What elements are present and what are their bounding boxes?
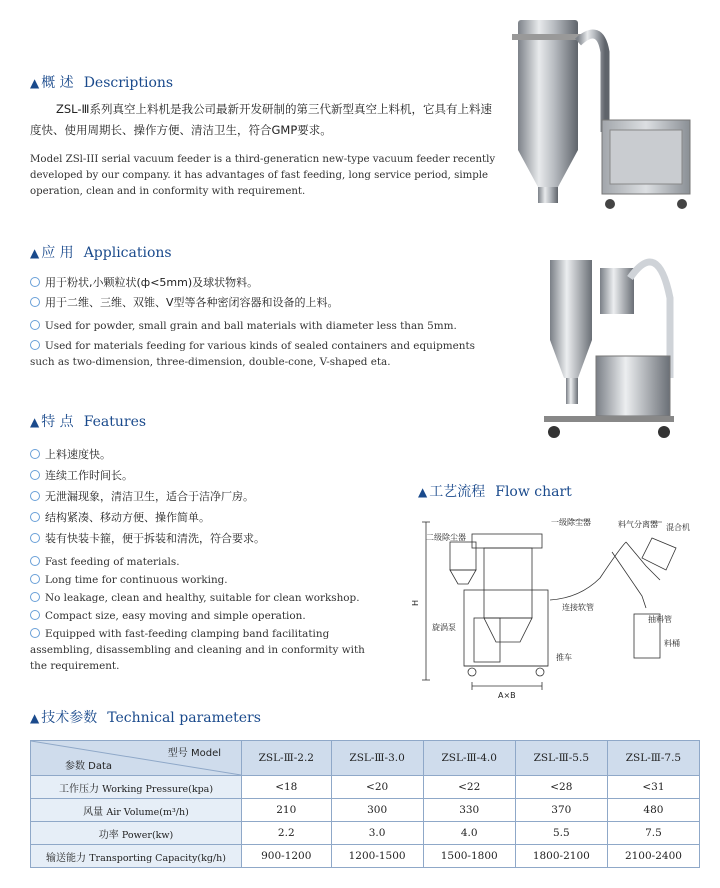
bullet-icon <box>30 610 40 620</box>
hose-label: 连接软管 <box>562 603 594 612</box>
table-cell: 1200-1500 <box>331 845 423 868</box>
descriptions-en-text: Model ZSl-III serial vacuum feeder is a third-generaticn new-type vacuum feeder recently developed by our company. it has advantages of fast feeding, long service period, simple operation, clean and in conformity with requirement. <box>30 154 496 197</box>
triangle-icon: ▲ <box>30 76 40 90</box>
table-cell: 900-1200 <box>242 845 332 868</box>
table-cell: <28 <box>515 776 607 799</box>
list-item: Fast feeding of materials. <box>30 556 180 568</box>
bullet-icon <box>30 491 40 501</box>
table-cell: 1500-1800 <box>423 845 515 868</box>
triangle-icon: ▲ <box>30 246 40 260</box>
applications-heading <box>30 242 172 262</box>
table-row <box>31 776 700 799</box>
list-item: Used for materials feeding for various kinds of sealed containers and equipments such as two-dimension, three-dimension, double-cone, V-shaped eta. <box>30 340 475 368</box>
technical-heading <box>30 707 261 727</box>
height-label: H <box>411 599 420 606</box>
table-cell: 330 <box>423 799 515 822</box>
list-item: 连续工作时间长。 <box>30 467 133 483</box>
table-cell: 370 <box>515 799 607 822</box>
features-heading <box>30 411 146 431</box>
row-label: 风量 Air Volume(m³/h) <box>31 799 242 822</box>
header-model-label: 型号 Model <box>167 748 221 759</box>
flow-chart-title-en: Flow chart <box>495 484 572 500</box>
bullet-icon <box>30 574 40 584</box>
flow-chart-diagram <box>380 508 710 708</box>
bullet-icon <box>30 592 40 602</box>
model-header: ZSL-Ⅲ-2.2 <box>242 741 332 776</box>
table-cell: 2.2 <box>242 822 332 845</box>
flow-chart-title-cn: 工艺流程 <box>429 484 486 500</box>
table-cell: 210 <box>242 799 332 822</box>
list-item: Compact size, easy moving and simple operation. <box>30 610 306 622</box>
table-cell: 480 <box>607 799 699 822</box>
cart-label: 推车 <box>556 653 572 662</box>
table-row <box>31 822 700 845</box>
table-corner-cell <box>31 741 242 776</box>
bullet-icon <box>30 297 40 307</box>
vacuum-feeder-photo-1 <box>510 12 700 217</box>
descriptions-title-en: Descriptions <box>83 75 174 91</box>
bullet-icon <box>30 340 40 350</box>
list-item: Long time for continuous working. <box>30 574 228 586</box>
bullet-icon <box>30 277 40 287</box>
bucket-label: 料桶 <box>664 639 680 648</box>
flow-chart-heading <box>418 481 572 501</box>
list-item: No leakage, clean and healthy, suitable for clean workshop. <box>30 592 360 604</box>
bullet-icon <box>30 470 40 480</box>
table-header-row <box>31 741 700 776</box>
applications-title-en: Applications <box>83 245 172 261</box>
mixer-label: 混合机 <box>666 523 690 532</box>
triangle-icon: ▲ <box>30 415 40 429</box>
list-item: 结构紧凑、移动方便、操作简单。 <box>30 509 210 525</box>
bullet-icon <box>30 556 40 566</box>
bullet-icon <box>30 320 40 330</box>
vacuum-feeder-photo-2 <box>540 238 700 443</box>
primary-dust-label: 一级除尘器 <box>551 518 591 527</box>
row-label: 输送能力 Transporting Capacity(kg/h) <box>31 845 242 868</box>
model-header: ZSL-Ⅲ-7.5 <box>607 741 699 776</box>
table-cell: 2100-2400 <box>607 845 699 868</box>
triangle-icon: ▲ <box>418 485 428 499</box>
list-item: Used for powder, small grain and ball materials with diameter less than 5mm. <box>30 320 457 332</box>
table-cell: <31 <box>607 776 699 799</box>
model-header: ZSL-Ⅲ-3.0 <box>331 741 423 776</box>
table-cell: 1800-2100 <box>515 845 607 868</box>
table-cell: <22 <box>423 776 515 799</box>
vortex-pump-label: 旋涡泵 <box>432 623 456 632</box>
triangle-icon: ▲ <box>30 711 40 725</box>
list-item: 上料速度快。 <box>30 446 111 462</box>
technical-parameters-table <box>30 740 700 868</box>
model-header: ZSL-Ⅲ-5.5 <box>515 741 607 776</box>
separator-label: 料气分离器 <box>618 520 658 529</box>
table-row <box>31 845 700 868</box>
applications-title-cn: 应 用 <box>41 245 74 261</box>
list-item: 用于二维、三维、双锥、V型等各种密闭容器和设备的上料。 <box>30 294 339 310</box>
secondary-dust-label: 二级除尘器 <box>426 533 466 542</box>
list-item: Equipped with fast-feeding clamping band facilitating assembling, disassembling and cleaning and in conformity with the requirement. <box>30 628 365 672</box>
descriptions-cn-text: ZSL-Ⅲ系列真空上料机是我公司最新开发研制的第三代新型真空上料机，它具有上料速度快、使用周期长、操作方便、清洁卫生，符合GMP要求。 <box>30 102 492 137</box>
bullet-icon <box>30 512 40 522</box>
technical-title-en: Technical parameters <box>107 710 261 726</box>
header-data-label: 参数 Data <box>65 761 113 772</box>
suction-pipe-label: 抽料管 <box>648 615 672 624</box>
table-cell: 3.0 <box>331 822 423 845</box>
dims-label: A×B <box>498 691 516 700</box>
bullet-icon <box>30 533 40 543</box>
table-cell: 7.5 <box>607 822 699 845</box>
list-item: 用于粉状,小颗粒状(ф<5mm)及球状物料。 <box>30 274 258 290</box>
table-cell: <18 <box>242 776 332 799</box>
features-title-en: Features <box>83 414 147 430</box>
table-cell: 5.5 <box>515 822 607 845</box>
list-item: 装有快装卡箍，便于拆装和清洗，符合要求。 <box>30 530 265 546</box>
row-label: 功率 Power(kw) <box>31 822 242 845</box>
bullet-icon <box>30 628 40 638</box>
descriptions-title-cn: 概 述 <box>41 75 74 91</box>
row-label: 工作压力 Working Pressure(kpa) <box>31 776 242 799</box>
table-row <box>31 799 700 822</box>
technical-title-cn: 技术参数 <box>41 710 98 726</box>
bullet-icon <box>30 449 40 459</box>
model-header: ZSL-Ⅲ-4.0 <box>423 741 515 776</box>
table-cell: 300 <box>331 799 423 822</box>
descriptions-heading <box>30 72 173 92</box>
table-cell: <20 <box>331 776 423 799</box>
list-item: 无泄漏现象，清洁卫生，适合于洁净厂房。 <box>30 488 254 504</box>
table-cell: 4.0 <box>423 822 515 845</box>
features-title-cn: 特 点 <box>41 414 74 430</box>
